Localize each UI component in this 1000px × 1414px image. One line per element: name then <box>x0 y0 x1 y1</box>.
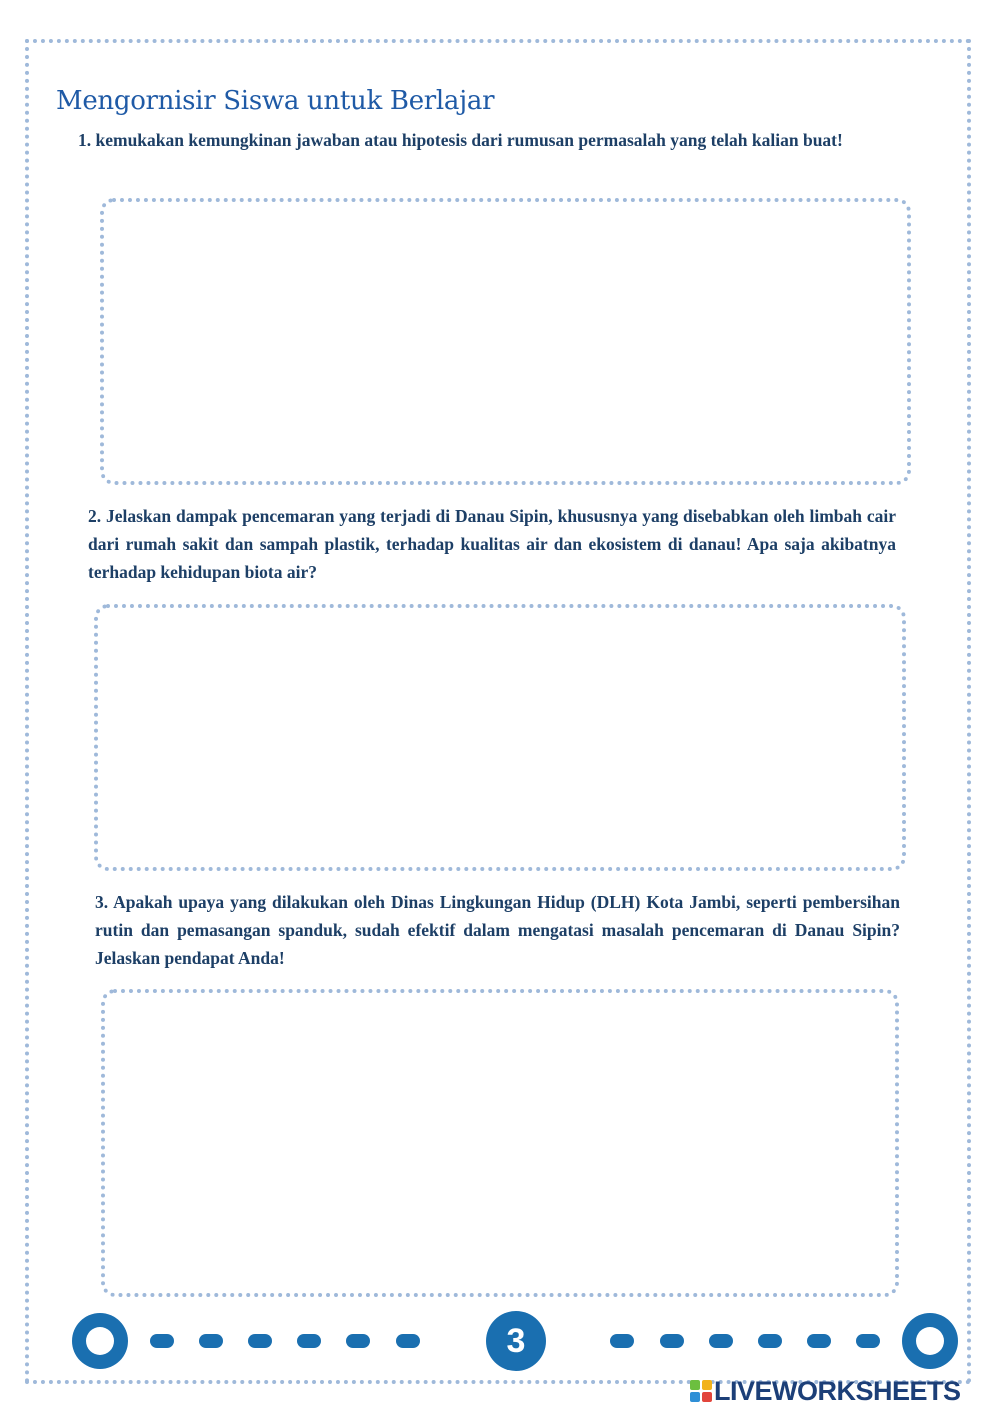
page-title: Mengornisir Siswa untuk Berlajar <box>56 86 495 116</box>
dash-decoration <box>248 1334 272 1348</box>
liveworksheets-watermark <box>690 1374 961 1408</box>
watermark-text: LIVEWORKSHEETS <box>714 1375 961 1406</box>
logo-square-icon <box>690 1380 700 1390</box>
dash-decoration <box>346 1334 370 1348</box>
dash-decoration <box>199 1334 223 1348</box>
question-1: 1. kemukakan kemungkinan jawaban atau hipotesis dari rumusan permasalah yang telah kalian buat! <box>78 130 843 150</box>
logo-square-icon <box>702 1392 712 1402</box>
answer-box-2[interactable] <box>94 604 906 871</box>
dash-decoration <box>297 1334 321 1348</box>
ring-right-icon <box>902 1313 958 1369</box>
dash-decoration <box>807 1334 831 1348</box>
dash-decoration <box>396 1334 420 1348</box>
answer-box-1[interactable] <box>100 198 911 485</box>
logo-square-icon <box>690 1392 700 1402</box>
dash-decoration <box>758 1334 782 1348</box>
dash-decoration <box>610 1334 634 1348</box>
dash-decoration <box>709 1334 733 1348</box>
ring-left-icon <box>72 1313 128 1369</box>
dash-decoration <box>150 1334 174 1348</box>
answer-box-3[interactable] <box>101 989 899 1297</box>
page-number: 3 <box>486 1311 546 1371</box>
dash-decoration <box>856 1334 880 1348</box>
question-2: 2. Jelaskan dampak pencemaran yang terjadi di Danau Sipin, khususnya yang disebabkan oleh limbah cair dari rumah sakit dan sampah plastik, terhadap kualitas air dan ekosistem di danau! Apa saja akibatnya terhadap kehidupan biota air? <box>88 506 896 582</box>
question-3: 3. Apakah upaya yang dilakukan oleh Dinas Lingkungan Hidup (DLH) Kota Jambi, seperti pembersihan rutin dan pemasangan spanduk, sudah efektif dalam mengatasi masalah pencemaran di Danau Sipin? Jelaskan pendapat Anda! <box>95 892 900 968</box>
liveworksheets-logo-icon <box>690 1380 712 1402</box>
logo-square-icon <box>702 1380 712 1390</box>
dash-decoration <box>660 1334 684 1348</box>
